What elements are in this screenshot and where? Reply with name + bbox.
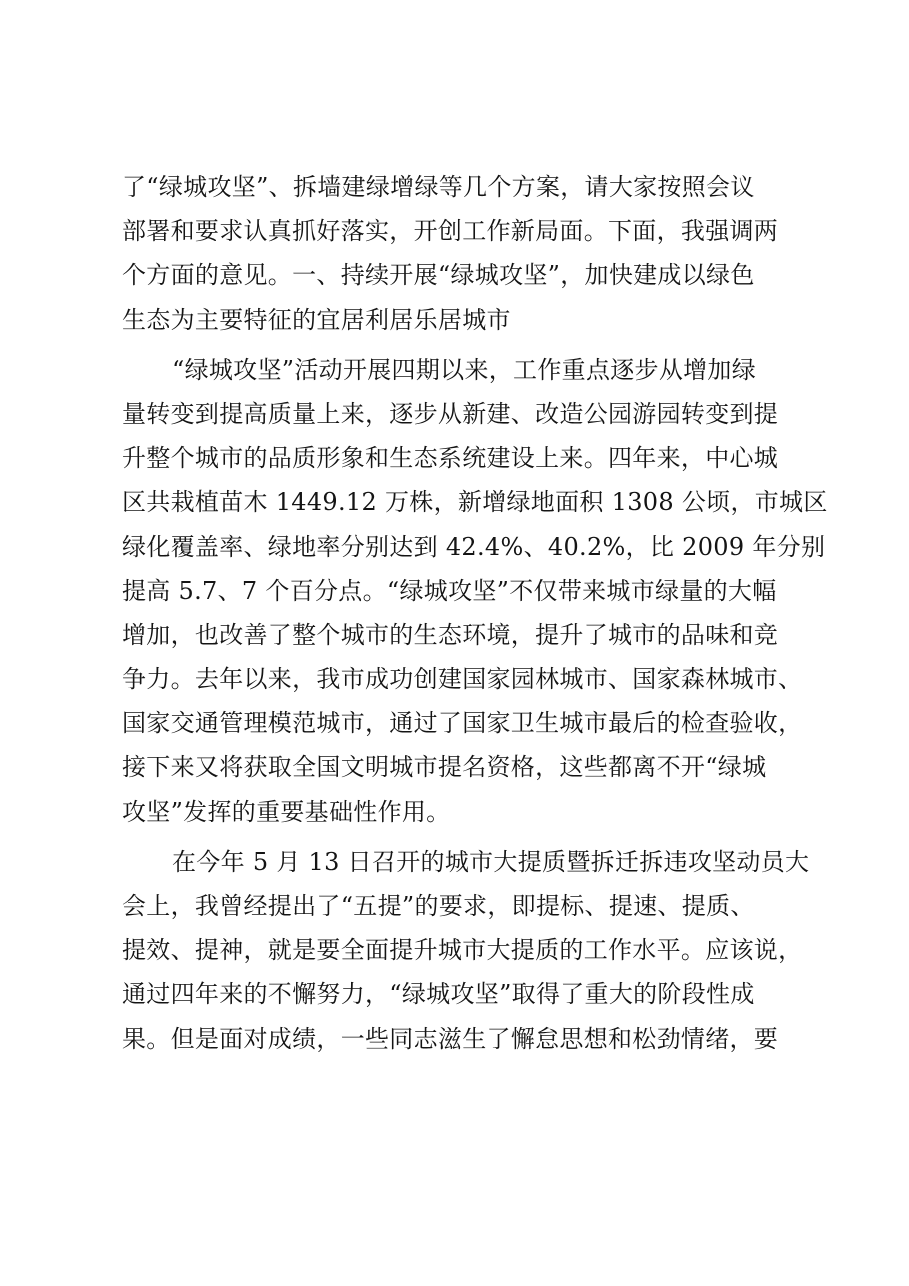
text-line: 区共栽植苗木 1449.12 万株，新增绿地面积 1308 公顷，市城区	[122, 488, 828, 517]
text-line: 通过四年来的不懈努力，“绿城攻坚”取得了重大的阶段性成	[122, 980, 755, 1009]
text-line: 果。但是面对成绩，一些同志滋生了懈怠思想和松劲情绪，要	[122, 1024, 779, 1053]
paragraph	[122, 840, 810, 1061]
text-line: 增加，也改善了整个城市的生态环境，提升了城市的品味和竞	[122, 620, 779, 649]
text-line: 生态为主要特征的宜居利居乐居城市	[122, 305, 511, 334]
text-line: 部署和要求认真抓好落实，开创工作新局面。下面，我强调两	[122, 217, 779, 246]
text-line: 接下来又将获取全国文明城市提名资格，这些都离不开“绿城	[122, 753, 767, 782]
document-body	[122, 165, 828, 1061]
paragraph	[122, 165, 802, 342]
text-line: 了“绿城攻坚”、拆墙建绿增绿等几个方案，请大家按照会议	[122, 173, 755, 201]
text-line: 绿化覆盖率、绿地率分别达到 42.4%、40.2%，比 2009 年分别	[122, 532, 826, 561]
text-line: 个方面的意见。一、持续开展“绿城攻坚”，加快建成以绿色	[122, 261, 755, 290]
text-line: 升整个城市的品质形象和生态系统建设上来。四年来，中心城	[122, 444, 779, 473]
paragraph	[122, 348, 828, 834]
text-line: 争力。去年以来，我市成功创建国家园林城市、国家森林城市、	[122, 665, 803, 694]
text-line: “绿城攻坚”活动开展四期以来，工作重点逐步从增加绿	[172, 355, 757, 384]
text-line: 攻坚”发挥的重要基础性作用。	[122, 797, 451, 826]
text-line: 提效、提神，就是要全面提升城市大提质的工作水平。应该说，	[122, 936, 803, 965]
text-line: 国家交通管理模范城市，通过了国家卫生城市最后的检查验收，	[122, 709, 803, 738]
text-line: 提高 5.7、7 个百分点。“绿城攻坚”不仅带来城市绿量的大幅	[122, 576, 777, 605]
text-line: 会上，我曾经提出了“五提”的要求，即提标、提速、提质、	[122, 892, 755, 920]
text-line: 在今年 5 月 13 日召开的城市大提质暨拆迁拆违攻坚动员大	[172, 847, 810, 876]
text-line: 量转变到提高质量上来，逐步从新建、改造公园游园转变到提	[122, 399, 779, 428]
